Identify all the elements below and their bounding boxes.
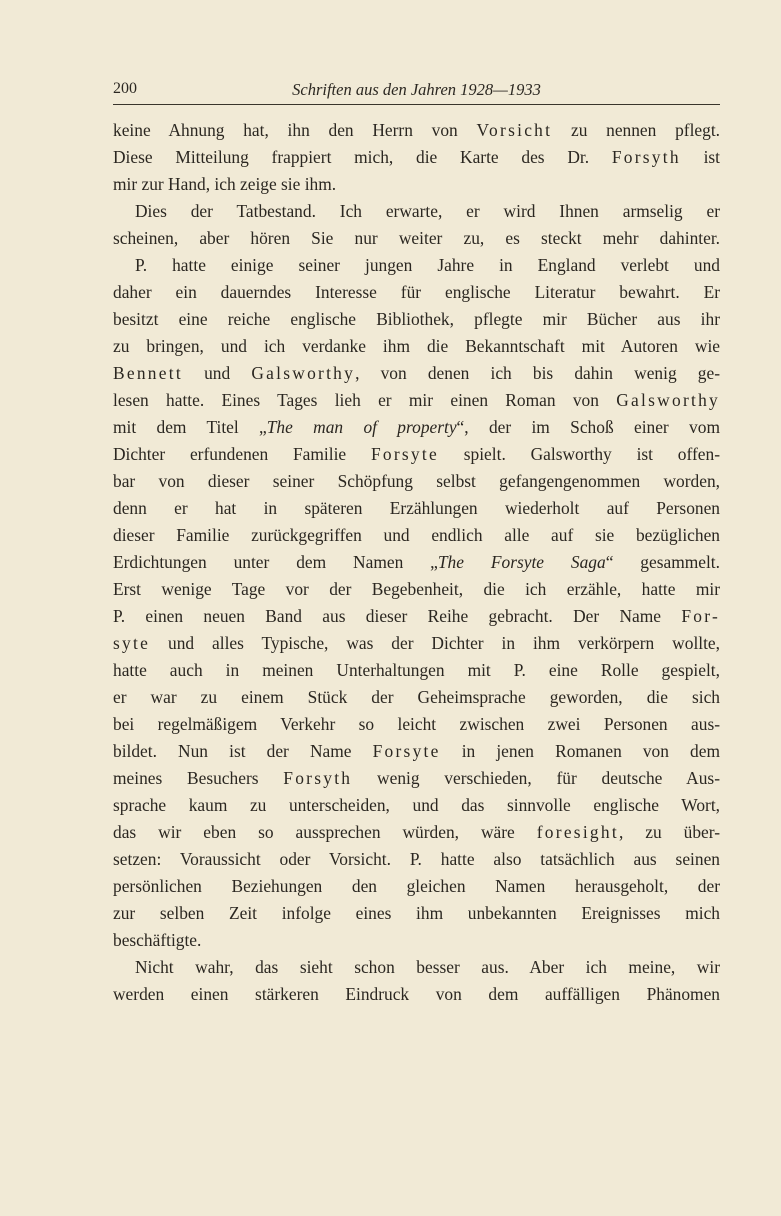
text-run: scheinen, aber hören Sie nur weiter zu, es steckt mehr dahinter.: [113, 228, 720, 248]
spaced-name: Forsyte: [370, 444, 439, 464]
text-run: Erdichtungen unter dem Namen „: [113, 552, 438, 572]
running-header: [113, 80, 720, 104]
spaced-name: Forsyth: [283, 768, 353, 788]
text-line: [113, 441, 720, 468]
text-line: [113, 306, 720, 333]
text-run: mir zur Hand, ich zeige sie ihm.: [113, 174, 337, 194]
text-run: Dies der Tatbestand. Ich erwarte, er wird Ihnen armselig er: [135, 201, 720, 221]
text-run: meines Besuchers: [113, 768, 284, 788]
page-number: 200: [113, 80, 137, 97]
text-run: Diese Mitteilung frappiert mich, die Karte des Dr.: [113, 147, 612, 167]
body-text: [113, 117, 720, 1008]
spaced-name: foresight: [536, 822, 619, 842]
text-run: bei regelmäßigem Verkehr so leicht zwischen zwei Personen aus-: [113, 714, 720, 734]
text-run: , zu über-: [618, 822, 720, 842]
spaced-name: Galsworthy: [616, 390, 720, 410]
italic-title: The Forsyte Saga: [437, 552, 606, 572]
spaced-name: For-: [681, 606, 720, 626]
text-run: P. hatte einige seiner jungen Jahre in England verlebt und: [135, 255, 720, 275]
text-line: [113, 792, 720, 819]
text-line: [113, 252, 720, 279]
text-run: P. einen neuen Band aus dieser Reihe gebracht. Der Name: [113, 606, 682, 626]
text-line: [113, 603, 720, 630]
text-line: [113, 954, 720, 981]
text-run: Erst wenige Tage vor der Begebenheit, die ich erzähle, hatte mir: [113, 579, 720, 599]
text-line: [113, 414, 720, 441]
text-run: und: [182, 363, 252, 383]
spaced-name: Bennett: [113, 363, 183, 383]
text-run: bildet. Nun ist der Name: [113, 741, 373, 761]
text-run: das wir eben so aussprechen würden, wäre: [113, 822, 537, 842]
text-run: dieser Familie zurückgegriffen und endlich alle auf sie bezüglichen: [113, 525, 720, 545]
text-line: [113, 981, 720, 1008]
text-line: [113, 171, 720, 198]
text-line: [113, 549, 720, 576]
text-run: lesen hatte. Eines Tages lieh er mir einen Roman von: [113, 390, 617, 410]
text-run: zu bringen, und ich verdanke ihm die Bekanntschaft mit Autoren wie: [113, 336, 720, 356]
text-run: beschäftigte.: [113, 930, 202, 950]
text-line: [113, 900, 720, 927]
header-rule: [113, 104, 720, 105]
text-run: mit dem Titel „: [113, 417, 267, 437]
text-line: [113, 198, 720, 225]
text-run: denn er hat in späteren Erzählungen wiederholt auf Personen: [113, 498, 720, 518]
text-run: daher ein dauerndes Interesse für englische Literatur bewahrt. Er: [113, 282, 720, 302]
text-run: spielt. Galsworthy ist offen-: [438, 444, 720, 464]
text-line: [113, 225, 720, 252]
text-line: [113, 738, 720, 765]
text-line: [113, 765, 720, 792]
text-run: werden einen stärkeren Eindruck von dem auffälligen Phänomen: [113, 984, 720, 1004]
text-run: ist: [680, 147, 720, 167]
text-run: , von denen ich bis dahin wenig ge-: [355, 363, 720, 383]
spaced-name: Vorsicht: [476, 120, 553, 140]
text-run: Nicht wahr, das sieht schon besser aus. Aber ich meine, wir: [135, 957, 720, 977]
text-line: [113, 630, 720, 657]
text-line: [113, 819, 720, 846]
text-line: [113, 333, 720, 360]
text-line: [113, 873, 720, 900]
text-line: [113, 657, 720, 684]
text-line: [113, 117, 720, 144]
spaced-name: Forsyth: [611, 147, 681, 167]
text-run: und alles Typische, was der Dichter in ihm verkörpern wollte,: [150, 633, 720, 653]
text-run: in jenen Romanen von dem: [440, 741, 720, 761]
text-line: [113, 711, 720, 738]
spaced-name: Forsyte: [372, 741, 441, 761]
text-run: “ gesammelt.: [605, 552, 720, 572]
text-run: “, der im Schoß einer vom: [456, 417, 720, 437]
text-run: zu nennen pflegt.: [552, 120, 720, 140]
text-run: wenig verschieden, für deutsche Aus-: [352, 768, 720, 788]
text-run: er war zu einem Stück der Geheimsprache geworden, die sich: [113, 687, 720, 707]
text-line: [113, 360, 720, 387]
text-run: keine Ahnung hat, ihn den Herrn von: [113, 120, 477, 140]
spaced-name: Galsworthy: [251, 363, 356, 383]
text-run: setzen: Voraussicht oder Vorsicht. P. hatte also tatsächlich aus seinen: [113, 849, 720, 869]
text-line: [113, 387, 720, 414]
text-run: hatte auch in meinen Unterhaltungen mit P. eine Rolle gespielt,: [113, 660, 720, 680]
text-line: [113, 522, 720, 549]
text-run: sprache kaum zu unterscheiden, und das sinnvolle englische Wort,: [113, 795, 720, 815]
text-run: zur selben Zeit infolge eines ihm unbekannten Ereignisses mich: [113, 903, 720, 923]
text-run: besitzt eine reiche englische Bibliothek, pflegte mir Bücher aus ihr: [113, 309, 720, 329]
text-line: [113, 279, 720, 306]
text-run: Dichter erfundenen Familie: [113, 444, 371, 464]
text-run: bar von dieser seiner Schöpfung selbst gefangengenommen worden,: [113, 471, 720, 491]
text-line: [113, 576, 720, 603]
spaced-name: syte: [113, 633, 151, 653]
running-title: Schriften aus den Jahren 1928—1933: [292, 80, 541, 99]
text-line: [113, 927, 720, 954]
text-line: [113, 846, 720, 873]
text-line: [113, 684, 720, 711]
text-line: [113, 144, 720, 171]
text-line: [113, 495, 720, 522]
text-line: [113, 468, 720, 495]
italic-title: The man of property: [266, 417, 457, 437]
text-run: persönlichen Beziehungen den gleichen Namen herausgeholt, der: [113, 876, 720, 896]
